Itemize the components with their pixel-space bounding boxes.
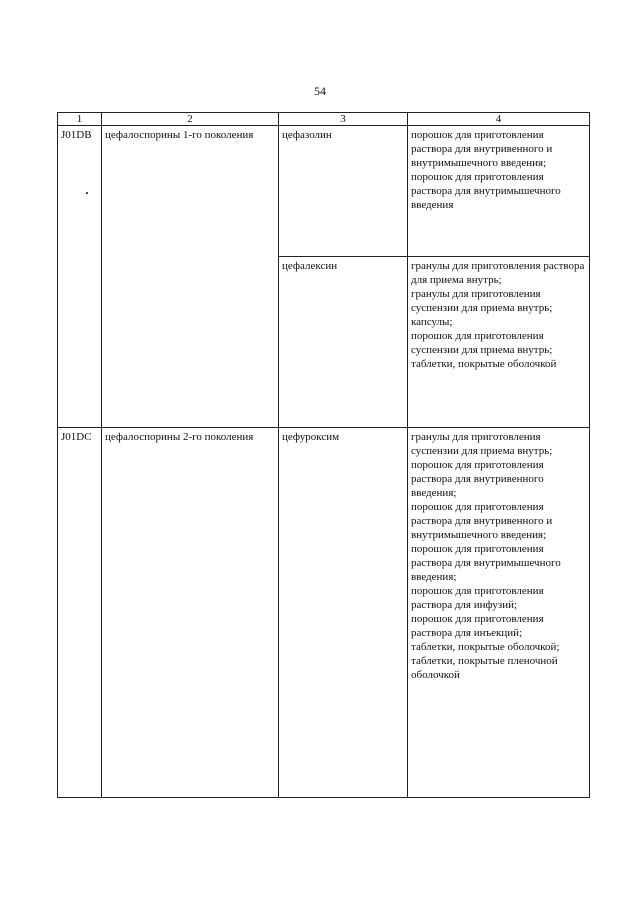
drug-name-cell — [279, 126, 408, 257]
drug-name: цефуроксим — [282, 431, 340, 443]
column-header-2: 2 — [102, 113, 279, 126]
dosage-forms: гранулы для приготовления раствора для приема внутрь; гранулы для приготовления суспензии для приема внутрь; капсулы; порошок для приготовления суспензии для приема внутрь; таблетки, покрытые оболочкой — [411, 260, 585, 370]
dosage-forms-cell — [408, 428, 590, 798]
group-name-cell — [102, 126, 279, 428]
atc-code: J01DB — [61, 129, 92, 141]
atc-code-cell — [58, 428, 102, 798]
atc-code: J01DC — [61, 431, 92, 443]
dosage-forms: гранулы для приготовления суспензии для приема внутрь; порошок для приготовления раствора для внутривенного введения; порошок для приготовления раствора для внутривенного и внутримышечного введения; порошок для приготовления раствора для внутримышечного введения; порошок для приготовления раствора для инфузий; порошок для приготовления раствора для инъекций; таблетки, покрытые оболочкой; таблетки, покрытые пленочной оболочкой — [411, 431, 561, 681]
column-header-1: 1 — [58, 113, 102, 126]
header-row — [58, 113, 590, 126]
page-number: 54 — [314, 84, 326, 98]
table-row — [58, 126, 590, 257]
group-name: цефалоспорины 1-го поколения — [105, 129, 254, 141]
atc-code-cell — [58, 126, 102, 428]
column-header-3: 3 — [279, 113, 408, 126]
dosage-forms-cell — [408, 257, 590, 428]
drug-name-cell — [279, 257, 408, 428]
dosage-forms: порошок для приготовления раствора для внутривенного и внутримышечного введения; порошок для приготовления раствора для внутримышечного введения — [411, 129, 561, 211]
group-name-cell — [102, 428, 279, 798]
group-name: цефалоспорины 2-го поколения — [105, 431, 254, 443]
dosage-forms-cell — [408, 126, 590, 257]
table-row — [58, 428, 590, 798]
drug-name: цефазолин — [282, 129, 332, 141]
drug-name-cell — [279, 428, 408, 798]
drug-table — [57, 112, 590, 798]
drug-name: цефалексин — [282, 260, 338, 272]
column-header-4: 4 — [408, 113, 590, 126]
